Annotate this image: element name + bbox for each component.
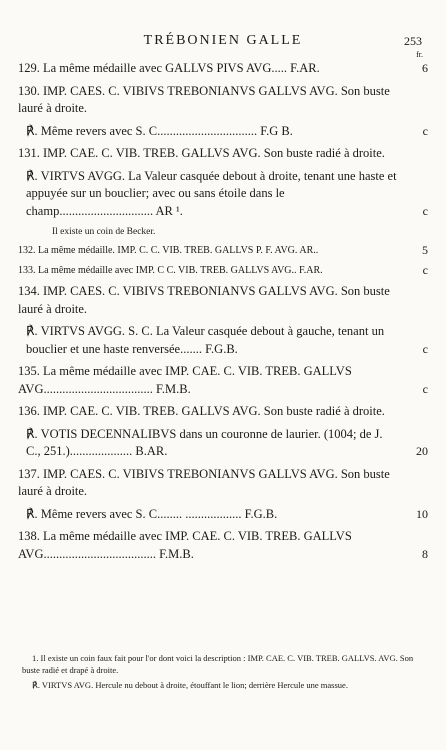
page-number: 253 <box>404 34 422 48</box>
running-title: TRÉBONIEN GALLE <box>143 33 303 48</box>
entry-130-reverse <box>18 123 428 141</box>
entry-text: ℟. VIRTVS AVGG. La Valeur casquée debout à droite, tenant une haste et appuyée sur un bouclier; avec ou sans étoile dans le champ.............................. AR ¹. <box>26 168 397 218</box>
entry-price: 8 <box>422 546 428 561</box>
entry-text: 136. IMP. CAE. C. VIB. TREB. GALLVS AVG. Son buste radié à droite. <box>18 404 385 418</box>
entry-note-becker <box>18 225 428 239</box>
entry-text: Il existe un coin de Becker. <box>52 227 156 237</box>
footnotes <box>22 652 426 694</box>
entry-text: 132. La même médaille. IMP. C. C. VIB. TREB. GALLVS P. F. AVG. AR.. <box>18 245 319 256</box>
entry-price: 20 <box>416 444 428 458</box>
entry-text: 135. La même médaille avec IMP. CAE. C. VIB. TREB. GALLVS AVG................................... F.M.B. <box>18 364 352 396</box>
entry-136-reverse <box>18 426 428 461</box>
entry-price: c <box>422 263 428 277</box>
entry-price: c <box>422 341 428 356</box>
entry-price: 5 <box>422 243 428 257</box>
entry-text: 129. La même médaille avec GALLVS PIVS AVG..... F.AR. <box>18 61 320 75</box>
entry-131-reverse <box>18 168 428 221</box>
footnote-1-reverse: ℟. VIRTVS AVG. Hercule nu debout à droite, étouffant le lion; derrière Hercule une massue. <box>32 680 348 690</box>
entry-134-reverse <box>18 323 428 358</box>
entry-text: ℟. Même revers avec S. C................................ F.G B. <box>26 123 293 138</box>
entry-136 <box>18 403 428 421</box>
entry-138 <box>18 528 428 563</box>
entry-135 <box>18 363 428 398</box>
footnote-1: 1. Il existe un coin faux fait pour l'or dont voici la description : IMP. CAE. C. VIB. TREB. GALLVS. AVG. Son buste radié et drapé à droite. <box>22 653 414 675</box>
entry-text: ℟. VIRTVS AVGG. S. C. La Valeur casquée debout à gauche, tenant un bouclier et une haste renversée....... F.G.B. <box>26 324 385 356</box>
entry-text: ℟. Même revers avec S. C........ .................. F.G.B. <box>26 506 278 521</box>
entry-132 <box>18 243 428 258</box>
entry-131 <box>18 145 428 163</box>
entry-text: 130. IMP. CAES. C. VIBIVS TREBONIANVS GALLVS AVG. Son buste lauré à droite. <box>18 83 390 115</box>
entry-137 <box>18 466 428 501</box>
price-unit-label: fr. <box>416 50 423 59</box>
entry-text: 131. IMP. CAE. C. VIB. TREB. GALLVS AVG. Son buste radié à droite. <box>18 146 385 160</box>
entry-129 <box>18 60 428 78</box>
entry-text: ℟. VOTIS DECENNALIBVS dans un couronne de laurier. (1004; de J. C., 251.).................... B.AR. <box>26 426 383 458</box>
entry-134 <box>18 283 428 318</box>
entry-price: c <box>422 381 428 396</box>
catalogue-entries <box>18 60 428 568</box>
entry-133 <box>18 263 428 278</box>
entry-price: c <box>422 123 428 138</box>
entry-text: 138. La même médaille avec IMP. CAE. C. VIB. TREB. GALLVS AVG.................................... F.M.B. <box>18 529 352 561</box>
entry-137-reverse <box>18 506 428 524</box>
entry-price: 6 <box>422 61 428 75</box>
entry-text: 133. La même médaille avec IMP. C C. VIB. TREB. GALLVS AVG.. F.AR. <box>18 265 323 276</box>
entry-130 <box>18 83 428 118</box>
entry-text: 134. IMP. CAES. C. VIBIVS TREBONIANVS GALLVS AVG. Son buste lauré à droite. <box>18 284 390 316</box>
entry-text: 137. IMP. CAES. C. VIBIVS TREBONIANVS GALLVS AVG. Son buste lauré à droite. <box>18 466 390 498</box>
entry-price: 10 <box>416 506 428 521</box>
entry-price: c <box>422 203 428 218</box>
